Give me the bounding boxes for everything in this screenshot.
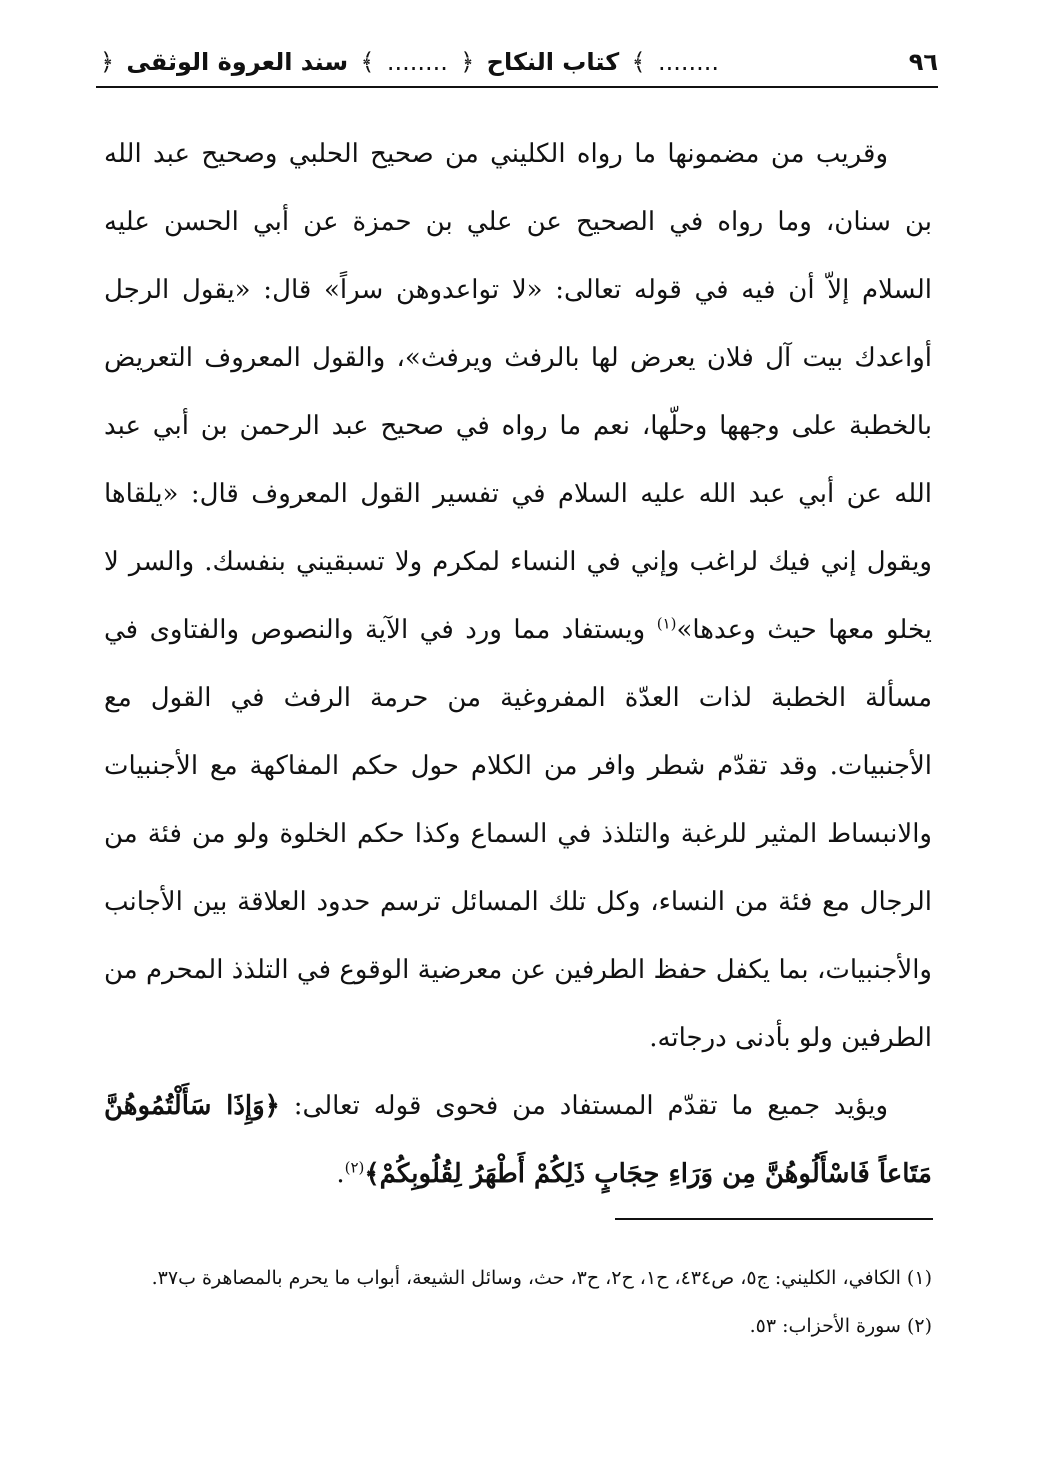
header-dots-2: ........	[386, 48, 448, 76]
paragraph-2-end: .	[336, 1159, 345, 1189]
footnote-ref-1: (١)	[656, 614, 677, 633]
main-text	[104, 120, 932, 1208]
paragraph-1-part-a: وقريب من مضمونها ما رواه الكليني من صحيح الحلبي وصحيح عبد الله بن سنان، وما رواه في الصحيح عن علي بن حمزة عن أبي الحسن عليه السلام إلاّ أن فيه في قوله تعالى: «لا تواعدوهن سراً» قال: «يقول الرجل أواعدك بيت آل فلان يعرض لها بالرفث ويرفث»، والقول المعروف التعريض بالخطبة على وجهها وحلّها، نعم ما رواه في صحيح عبد الرحمن بن أبي عبد الله عن أبي عبد الله عليه السلام في تفسير القول المعروف قال: «يلقاها ويقول إني فيك لراغب وإني في النساء لمكرم ولا تسبقيني بنفسك. والسر لا يخلو معها حيث وعدها»	[104, 139, 932, 645]
ornament-left: ﴾	[631, 48, 646, 76]
paragraph-1	[104, 120, 932, 1072]
footnote-separator	[615, 1218, 933, 1220]
quran-verse: ﴿وَإِذَا سَأَلْتُمُوهُنَّ مَتَاعاً فَاسْأَلُوهُنَّ مِن وَرَاءِ حِجَابٍ ذَلِكُمْ أَطْهَرُ لِقُلُوبِكُمْ﴾	[104, 1091, 932, 1189]
chapter-title: كتاب النكاح	[486, 48, 620, 76]
footnote-ref-2: (٢)	[344, 1158, 365, 1177]
footnote-2: (٢) سورة الأحزاب: ٥٣.	[749, 1315, 932, 1337]
ornament-right-2: ﴿	[100, 48, 115, 76]
ornament-left-2: ﴾	[360, 48, 375, 76]
footnotes	[104, 1254, 932, 1350]
page-number: ٩٦	[908, 48, 938, 76]
footnote-1: (١) الكافي، الكليني: ج٥، ص٤٣٤، ح١، ح٢، ح٣، حث، وسائل الشيعة، أبواب ما يحرم بالمصاهرة ب٣٧.	[151, 1267, 932, 1289]
running-header	[96, 42, 938, 88]
header-dots: ........	[657, 48, 719, 76]
ornament-right: ﴿	[460, 48, 475, 76]
paragraph-2	[104, 1072, 932, 1208]
header-titles	[96, 48, 719, 76]
paragraph-1-part-b: ويستفاد مما ورد في الآية والنصوص والفتاوى في مسألة الخطبة لذات العدّة المفروغية من حرمة الرفث في القول مع الأجنبيات. وقد تقدّم شطر وافر من الكلام حول حكم المفاكهة مع الأجنبيات والانبساط المثير للرغبة والتلذذ في السماع وكذا حكم الخلوة ولو من فئة من الرجال مع فئة من النساء، وكل تلك المسائل ترسم حدود العلاقة بين الأجانب والأجنبيات، بما يكفل حفظ الطرفين عن معرضية الوقوع في التلذذ المحرم من الطرفين ولو بأدنى درجاته.	[104, 615, 932, 1053]
paragraph-2-part-a: ويؤيد جميع ما تقدّم المستفاد من فحوى قوله تعالى:	[279, 1091, 888, 1121]
book-title: سند العروة الوثقى	[126, 48, 349, 76]
